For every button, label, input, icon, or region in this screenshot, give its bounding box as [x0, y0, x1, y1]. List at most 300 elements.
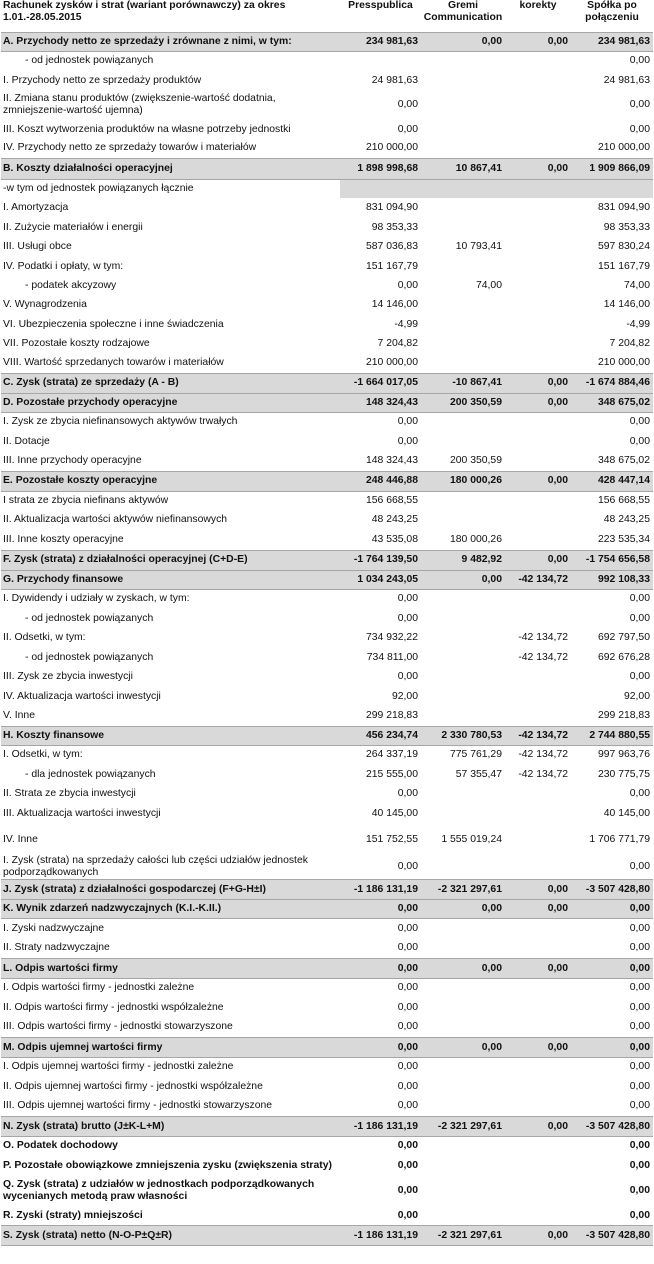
- value-merged: 0,00: [629, 788, 650, 799]
- value-merged: 0,00: [629, 942, 650, 954]
- value-merged: 7 204,82: [609, 337, 650, 349]
- table-row: [1, 257, 653, 276]
- value-presspublica: 156 668,55: [365, 494, 418, 506]
- table-row: [1, 179, 653, 198]
- section-row: [1, 471, 653, 491]
- value-merged: 40 145,00: [603, 808, 650, 819]
- value-korekty: [505, 530, 571, 550]
- value-presspublica: 0,00: [397, 593, 418, 605]
- value-gremi: [421, 1097, 505, 1117]
- value-presspublica: 0,00: [397, 922, 418, 934]
- value-korekty: [505, 804, 571, 824]
- row-label: VII. Pozostałe koszty rodzajowe: [3, 337, 150, 349]
- value-gremi: [421, 979, 505, 998]
- row-label: II. Dotacje: [3, 435, 50, 447]
- value-korekty: 0,00: [505, 32, 571, 51]
- table-row: [1, 451, 653, 471]
- value-merged: -1 674 884,46: [571, 373, 653, 393]
- value-merged: 0,00: [629, 123, 650, 135]
- table-row: [1, 218, 653, 237]
- row-label: - od jednostek powiązanych: [25, 651, 154, 663]
- value-merged: 1 909 866,09: [571, 158, 653, 179]
- row-label: M. Odpis ujemnej wartości firmy: [1, 1038, 340, 1058]
- value-merged: 234 981,63: [571, 32, 653, 51]
- value-presspublica: 0,00: [397, 861, 418, 872]
- table-row: [1, 609, 653, 628]
- value-merged: 156 668,55: [597, 494, 650, 506]
- row-label: A. Przychody netto ze sprzedaży i zrównane z nimi, w tym:: [1, 32, 340, 51]
- table-row: [1, 628, 653, 648]
- value-gremi: [421, 198, 505, 218]
- value-korekty: [505, 451, 571, 471]
- row-label: IV. Aktualizacja wartości inwestycji: [3, 690, 161, 702]
- value-merged: 0,00: [571, 900, 653, 919]
- value-merged: 0,00: [629, 1185, 650, 1196]
- value-korekty: 0,00: [505, 158, 571, 179]
- value-presspublica: 0,00: [397, 1100, 418, 1112]
- value-korekty: [505, 295, 571, 315]
- value-presspublica: 92,00: [391, 690, 418, 702]
- value-presspublica: 0,00: [397, 1185, 418, 1196]
- table-row: [1, 745, 653, 765]
- value-merged: 0,00: [629, 982, 650, 994]
- value-korekty: [505, 120, 571, 139]
- value-korekty: [505, 1097, 571, 1117]
- section-row: [1, 959, 653, 979]
- row-label: III. Koszt wytworzenia produktów na własne potrzeby jednostki: [3, 123, 291, 135]
- value-merged: 2 744 880,55: [571, 726, 653, 745]
- table-row: [1, 295, 653, 315]
- row-label: S. Zysk (strata) netto (N-O-P±Q±R): [1, 1226, 340, 1246]
- value-merged: -3 507 428,80: [571, 1226, 653, 1246]
- value-presspublica: 299 218,83: [365, 709, 418, 721]
- row-label: III. Zysk ze zbycia inwestycji: [3, 671, 133, 682]
- value-gremi: 74,00: [475, 279, 502, 291]
- value-korekty: [505, 855, 571, 880]
- value-korekty: [505, 784, 571, 804]
- value-korekty: [505, 198, 571, 218]
- value-korekty: -42 134,72: [505, 726, 571, 745]
- value-gremi: [421, 1176, 505, 1207]
- value-korekty: [505, 706, 571, 726]
- value-merged: 0,00: [629, 435, 650, 447]
- value-merged: 0,00: [629, 1001, 650, 1013]
- value-korekty: [505, 939, 571, 959]
- col-header-merged: Spółka po połączeniu: [585, 0, 639, 23]
- value-presspublica: 14 146,00: [371, 299, 418, 310]
- value-gremi: [421, 1018, 505, 1038]
- row-label: V. Inne: [3, 709, 35, 721]
- table-row: [1, 1077, 653, 1097]
- value-gremi: [421, 90, 505, 120]
- value-korekty: 0,00: [505, 393, 571, 412]
- row-label: O. Podatek dochodowy: [3, 1140, 118, 1152]
- value-presspublica: 0,00: [340, 959, 421, 979]
- row-label: IV. Inne: [3, 833, 38, 845]
- row-label: II. Zużycie materiałów i energii: [3, 221, 143, 233]
- statement-title: Rachunek zysków i strat (wariant porównawczy) za okres 1.01.-28.05.2015: [3, 0, 286, 23]
- value-presspublica: 0,00: [397, 1061, 418, 1073]
- value-merged: -3 507 428,80: [571, 880, 653, 900]
- value-presspublica: 234 981,63: [340, 32, 421, 51]
- value-presspublica: 48 243,25: [371, 514, 418, 525]
- value-merged: 0,00: [629, 1100, 650, 1112]
- value-korekty: 0,00: [505, 880, 571, 900]
- value-korekty: [505, 491, 571, 510]
- value-korekty: [505, 1077, 571, 1097]
- value-gremi: [421, 315, 505, 334]
- value-merged: 0,00: [629, 1021, 650, 1033]
- value-presspublica: 0,00: [397, 942, 418, 954]
- value-presspublica: 43 535,08: [371, 533, 418, 545]
- value-korekty: [505, 432, 571, 451]
- value-gremi: [421, 784, 505, 804]
- row-label: G. Przychody finansowe: [1, 570, 340, 589]
- value-gremi: [421, 1156, 505, 1176]
- value-gremi: [421, 1207, 505, 1226]
- value-korekty: 0,00: [505, 471, 571, 491]
- value-merged: 92,00: [623, 690, 650, 702]
- value-merged: [571, 179, 653, 198]
- value-korekty: [505, 237, 571, 257]
- row-label: III. Usługi obce: [3, 241, 72, 252]
- value-presspublica: [340, 51, 421, 71]
- value-korekty: [505, 1137, 571, 1156]
- value-presspublica: 0,00: [397, 612, 418, 624]
- value-gremi: 0,00: [421, 1038, 505, 1058]
- row-label: III. Aktualizacja wartości inwestycji: [3, 808, 161, 819]
- row-label: E. Pozostałe koszty operacyjne: [1, 471, 340, 491]
- value-korekty: [505, 353, 571, 373]
- value-korekty: [505, 687, 571, 706]
- value-merged: 299 218,83: [597, 709, 650, 721]
- value-presspublica: 0,00: [397, 1001, 418, 1013]
- row-label: IV. Przychody netto ze sprzedaży towarów i materiałów: [3, 142, 257, 154]
- section-row: [1, 1038, 653, 1058]
- value-gremi: 200 350,59: [421, 393, 505, 412]
- value-merged: 992 108,33: [571, 570, 653, 589]
- table-row: [1, 667, 653, 687]
- table-row: [1, 1018, 653, 1038]
- table-row: [1, 706, 653, 726]
- row-label: B. Koszty działalności operacyjnej: [1, 158, 340, 179]
- value-korekty: [505, 71, 571, 90]
- table-row: [1, 530, 653, 550]
- row-label: II. Odpis ujemnej wartości firmy - jednostki współzależne: [3, 1080, 263, 1092]
- value-korekty: [505, 589, 571, 609]
- value-merged: 0,00: [629, 1159, 650, 1171]
- value-presspublica: 0,00: [397, 671, 418, 682]
- row-label: III. Inne przychody operacyjne: [3, 454, 142, 466]
- table-row: [1, 687, 653, 706]
- value-presspublica: 0,00: [397, 1080, 418, 1092]
- table-row: [1, 855, 653, 880]
- value-gremi: [421, 939, 505, 959]
- value-merged: 997 963,76: [597, 749, 650, 761]
- value-presspublica: 98 353,33: [371, 221, 418, 233]
- value-gremi: [421, 687, 505, 706]
- value-merged: 210 000,00: [597, 356, 650, 368]
- table-row: [1, 1207, 653, 1226]
- value-presspublica: 0,00: [397, 123, 418, 135]
- value-merged: 831 094,90: [597, 202, 650, 213]
- row-label: I. Dywidendy i udziały w zyskach, w tym:: [3, 593, 190, 605]
- value-korekty: [505, 218, 571, 237]
- value-korekty: [505, 510, 571, 530]
- row-label: IV. Podatki i opłaty, w tym:: [3, 260, 124, 272]
- row-label: N. Zysk (strata) brutto (J±K-L+M): [1, 1117, 340, 1137]
- row-label: Q. Zysk (strata) z udziałów w jednostkach podporządkowanych wycenianych metodą praw własności: [3, 1179, 315, 1202]
- value-presspublica: -1 186 131,19: [340, 1226, 421, 1246]
- value-merged: 0,00: [629, 1061, 650, 1073]
- value-gremi: [421, 609, 505, 628]
- row-label: K. Wynik zdarzeń nadzwyczajnych (K.I.-K.II.): [1, 900, 340, 919]
- value-presspublica: 0,00: [397, 1159, 418, 1171]
- table-row: [1, 510, 653, 530]
- value-korekty: -42 134,72: [518, 749, 568, 761]
- value-korekty: [505, 315, 571, 334]
- value-gremi: 180 000,26: [421, 471, 505, 491]
- value-gremi: [421, 998, 505, 1018]
- value-merged: -1 754 656,58: [571, 550, 653, 570]
- row-label: I. Odpis ujemnej wartości firmy - jednostki zależne: [3, 1061, 234, 1073]
- value-korekty: 0,00: [505, 900, 571, 919]
- value-gremi: [421, 295, 505, 315]
- row-label: H. Koszty finansowe: [1, 726, 340, 745]
- table-row: [1, 1156, 653, 1176]
- value-gremi: [421, 1077, 505, 1097]
- row-label: -w tym od jednostek powiązanych łącznie: [3, 182, 194, 194]
- value-presspublica: [340, 179, 421, 198]
- value-gremi: [421, 628, 505, 648]
- table-row: [1, 315, 653, 334]
- row-label: I strata ze zbycia niefinans aktywów: [3, 494, 169, 506]
- value-korekty: -42 134,72: [518, 768, 568, 780]
- value-korekty: [505, 1176, 571, 1207]
- section-row: [1, 726, 653, 745]
- value-presspublica: 0,00: [397, 99, 418, 110]
- table-row: [1, 1176, 653, 1207]
- value-presspublica: 0,00: [397, 279, 418, 291]
- value-presspublica: -1 764 139,50: [340, 550, 421, 570]
- value-presspublica: 0,00: [397, 1021, 418, 1033]
- section-row: [1, 1226, 653, 1246]
- row-label: - od jednostek powiązanych: [25, 612, 154, 624]
- row-label: II. Aktualizacja wartości aktywów niefinansowych: [3, 514, 228, 525]
- value-merged: 0,00: [571, 959, 653, 979]
- value-korekty: 0,00: [505, 1117, 571, 1137]
- value-korekty: 0,00: [505, 1038, 571, 1058]
- value-gremi: 180 000,26: [449, 533, 502, 545]
- value-presspublica: 1 034 243,05: [340, 570, 421, 589]
- value-korekty: 0,00: [505, 373, 571, 393]
- table-row: [1, 939, 653, 959]
- row-label: I. Przychody netto ze sprzedaży produktów: [3, 74, 202, 86]
- value-merged: 0,00: [629, 861, 650, 872]
- value-gremi: [421, 412, 505, 432]
- row-label: III. Inne koszty operacyjne: [3, 533, 124, 545]
- value-presspublica: 215 555,00: [365, 768, 418, 780]
- row-label: I. Odpis wartości firmy - jednostki zależne: [3, 982, 195, 994]
- value-gremi: 0,00: [421, 570, 505, 589]
- value-merged: -4,99: [626, 318, 650, 330]
- value-gremi: 775 761,29: [449, 749, 502, 761]
- table-row: [1, 491, 653, 510]
- value-gremi: 0,00: [421, 32, 505, 51]
- income-statement-table: [1, 0, 653, 1246]
- value-presspublica: -1 186 131,19: [340, 880, 421, 900]
- value-korekty: [505, 1018, 571, 1038]
- value-korekty: [505, 139, 571, 158]
- value-gremi: [421, 706, 505, 726]
- table-row: [1, 120, 653, 139]
- value-presspublica: 151 752,55: [365, 833, 418, 845]
- section-row: [1, 570, 653, 589]
- table-row: [1, 648, 653, 667]
- row-label: II. Zmiana stanu produktów (zwiększenie-wartość dodatnia, zmniejszenie-wartość ujemna): [3, 93, 276, 116]
- col-header-presspublica: Presspublica: [348, 0, 413, 11]
- value-korekty: -42 134,72: [518, 632, 568, 643]
- value-presspublica: 0,00: [340, 1038, 421, 1058]
- row-label: I. Zysk (strata) na sprzedaży całości lub części udziałów jednostek podporządkowanych: [3, 855, 308, 878]
- value-gremi: [421, 51, 505, 71]
- value-korekty: [505, 257, 571, 276]
- value-korekty: [505, 1207, 571, 1226]
- value-gremi: [421, 667, 505, 687]
- value-merged: 0,00: [629, 99, 650, 110]
- value-merged: -3 507 428,80: [571, 1117, 653, 1137]
- row-label: II. Odsetki, w tym:: [3, 632, 86, 643]
- section-row: [1, 373, 653, 393]
- value-presspublica: 0,00: [397, 788, 418, 799]
- value-presspublica: 0,00: [397, 416, 418, 428]
- value-presspublica: 0,00: [397, 1209, 418, 1221]
- value-merged: 692 676,28: [597, 651, 650, 663]
- value-korekty: [505, 412, 571, 432]
- value-presspublica: 456 234,74: [340, 726, 421, 745]
- table-row: [1, 139, 653, 158]
- table-row: [1, 919, 653, 939]
- value-presspublica: 7 204,82: [377, 337, 418, 349]
- value-merged: 428 447,14: [571, 471, 653, 491]
- section-row: [1, 32, 653, 51]
- value-merged: 0,00: [629, 1080, 650, 1092]
- value-korekty: [505, 609, 571, 628]
- row-label: P. Pozostałe obowiązkowe zmniejszenia zysku (zwiększenia straty): [3, 1159, 332, 1171]
- value-korekty: 0,00: [505, 1226, 571, 1246]
- value-gremi: [421, 804, 505, 824]
- value-merged: 230 775,75: [597, 768, 650, 780]
- value-korekty: [505, 824, 571, 855]
- table-header: [1, 0, 653, 32]
- value-gremi: [421, 1137, 505, 1156]
- table-row: [1, 1137, 653, 1156]
- value-merged: 0,00: [629, 612, 650, 624]
- table-row: [1, 353, 653, 373]
- table-row: [1, 412, 653, 432]
- section-row: [1, 158, 653, 179]
- row-label: - podatek akcyzowy: [25, 279, 117, 291]
- value-presspublica: -4,99: [394, 318, 418, 330]
- value-merged: 348 675,02: [571, 393, 653, 412]
- value-gremi: 0,00: [421, 900, 505, 919]
- row-label: II. Odpis wartości firmy - jednostki współzależne: [3, 1001, 224, 1013]
- value-gremi: 10 793,41: [455, 241, 502, 252]
- value-korekty: [505, 919, 571, 939]
- value-merged: 348 675,02: [597, 454, 650, 466]
- value-korekty: [505, 276, 571, 295]
- value-korekty: [505, 667, 571, 687]
- row-label: L. Odpis wartości firmy: [1, 959, 340, 979]
- table-row: [1, 71, 653, 90]
- value-gremi: [421, 257, 505, 276]
- value-gremi: -2 321 297,61: [421, 880, 505, 900]
- value-merged: 74,00: [623, 279, 650, 291]
- value-merged: 0,00: [629, 55, 650, 67]
- row-label: I. Amortyzacja: [3, 202, 69, 213]
- table-row: [1, 432, 653, 451]
- value-gremi: [421, 179, 505, 198]
- section-row: [1, 393, 653, 412]
- row-label: R. Zyski (straty) mniejszości: [3, 1209, 143, 1221]
- value-presspublica: 40 145,00: [371, 808, 418, 819]
- value-presspublica: 734 932,22: [365, 632, 418, 643]
- value-gremi: [421, 71, 505, 90]
- value-gremi: [421, 589, 505, 609]
- section-row: [1, 1117, 653, 1137]
- value-presspublica: 248 446,88: [340, 471, 421, 491]
- row-label: J. Zysk (strata) z działalności gospodarczej (F+G-H±I): [1, 880, 340, 900]
- value-presspublica: 0,00: [340, 900, 421, 919]
- value-gremi: [421, 1058, 505, 1077]
- value-korekty: [505, 1156, 571, 1176]
- value-korekty: [505, 179, 571, 198]
- value-presspublica: 587 036,83: [365, 241, 418, 252]
- row-label: I. Zysk ze zbycia niefinansowych aktywów trwałych: [3, 416, 238, 428]
- table-row: [1, 998, 653, 1018]
- table-row: [1, 276, 653, 295]
- value-presspublica: 831 094,90: [365, 202, 418, 213]
- section-row: [1, 550, 653, 570]
- value-gremi: [421, 510, 505, 530]
- value-merged: 0,00: [629, 922, 650, 934]
- row-label: V. Wynagrodzenia: [3, 299, 87, 310]
- table-row: [1, 979, 653, 998]
- value-gremi: [421, 855, 505, 880]
- table-row: [1, 51, 653, 71]
- table-row: [1, 824, 653, 855]
- row-label: I. Odsetki, w tym:: [3, 749, 83, 761]
- table-row: [1, 334, 653, 353]
- value-gremi: -10 867,41: [421, 373, 505, 393]
- value-gremi: 0,00: [421, 959, 505, 979]
- value-gremi: 1 555 019,24: [441, 833, 502, 845]
- value-korekty: -42 134,72: [505, 570, 571, 589]
- value-merged: 98 353,33: [603, 221, 650, 233]
- value-korekty: -42 134,72: [518, 651, 568, 663]
- value-merged: 0,00: [629, 593, 650, 605]
- table-row: [1, 1097, 653, 1117]
- section-row: [1, 900, 653, 919]
- value-merged: 1 706 771,79: [589, 833, 650, 845]
- value-merged: 0,00: [629, 416, 650, 428]
- row-label: III. Odpis wartości firmy - jednostki stowarzyszone: [3, 1021, 233, 1033]
- section-row: [1, 880, 653, 900]
- row-label: II. Strata ze zbycia inwestycji: [3, 788, 136, 799]
- value-gremi: 2 330 780,53: [421, 726, 505, 745]
- value-merged: 0,00: [571, 1038, 653, 1058]
- row-label: - od jednostek powiązanych: [25, 55, 154, 67]
